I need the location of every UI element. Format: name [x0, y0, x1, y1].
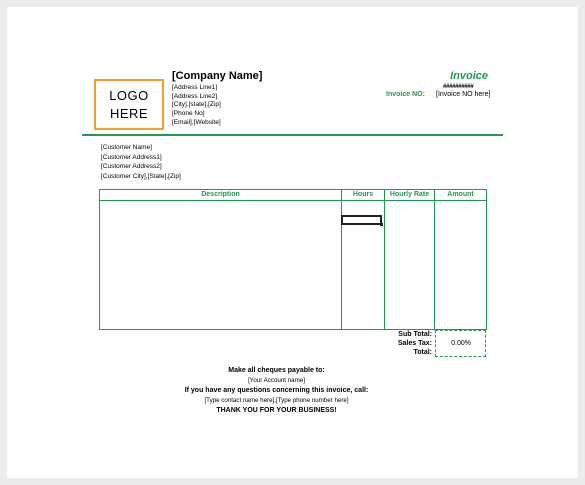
header-description: Description [201, 191, 240, 198]
column-divider-hours [341, 190, 342, 329]
header-hours: Hours [352, 191, 374, 198]
logo-placeholder [94, 79, 164, 130]
company-name: [Company Name] [172, 70, 263, 82]
header-hourly-rate: Hourly Rate [389, 191, 430, 198]
totals-value-box[interactable] [435, 330, 486, 357]
total-label: Total: [413, 349, 432, 356]
subtotal-label: Sub Total: [398, 331, 432, 338]
sales-tax-value: 0.00% [451, 340, 471, 347]
header-divider [82, 134, 503, 136]
account-name: [Your Account name] [248, 377, 305, 384]
company-address-line1: [Address Line1] [172, 84, 218, 91]
header-amount: Amount [447, 191, 474, 198]
invoice-date-placeholder: ########## [443, 84, 474, 90]
invoice-title: Invoice [450, 70, 488, 82]
company-city-state-zip: [City],[state],[Zip] [172, 101, 221, 109]
table-header-divider [100, 200, 486, 201]
company-address-line2: [Address Line2] [172, 92, 218, 100]
customer-address-block [101, 143, 181, 181]
cheques-payable-line: Make all cheques payable to: [228, 367, 325, 374]
column-divider-rate [384, 190, 385, 329]
customer-city-state-zip: [Customer City],[State],[Zip] [101, 172, 181, 180]
company-phone: [Phone No] [172, 110, 205, 118]
invoice-number-value[interactable]: [Invoice NO here] [436, 91, 491, 98]
logo-text-line1: LOGO [109, 87, 149, 103]
line-items-table[interactable] [99, 189, 487, 330]
contact-line: [Type contact name here],[Type phone number here] [204, 397, 349, 404]
sales-tax-label: Sales Tax: [397, 340, 432, 347]
company-email-website: [Email],[Website] [172, 118, 221, 126]
invoice-number-label: Invoice NO: [386, 91, 425, 98]
column-divider-amount [434, 190, 435, 329]
customer-address1: [Customer Address1] [101, 153, 162, 161]
logo-text-line2: HERE [109, 105, 149, 121]
questions-line: If you have any questions concerning this invoice, call: [184, 387, 369, 394]
customer-address2: [Customer Address2] [101, 163, 162, 171]
company-address-block [172, 84, 221, 128]
customer-name: [Customer Name] [101, 144, 152, 151]
selected-cell[interactable] [341, 215, 382, 225]
thank-you-line: THANK YOU FOR YOUR BUSINESS! [216, 407, 337, 414]
totals-labels [340, 330, 432, 357]
